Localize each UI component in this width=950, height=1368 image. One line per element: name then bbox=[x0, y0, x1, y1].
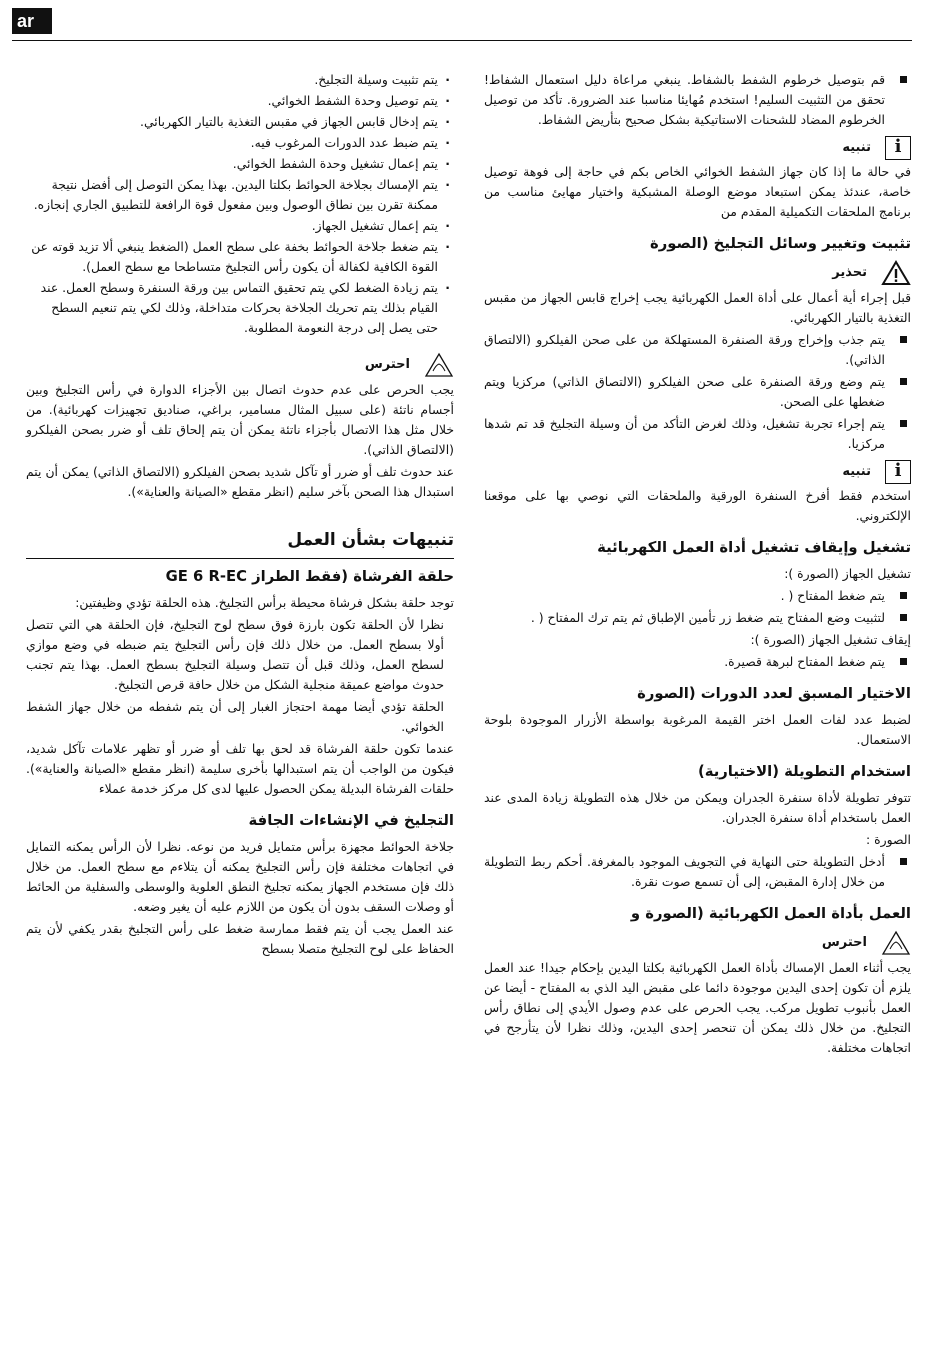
list-item: قم بتوصيل خرطوم الشفط بالشفاط. ينبغي مراعاة دليل استعمال الشفاط! تحقق من التثبيت السليم! استخدم مُهايئا مناسبا عند الضرورة. تأكد من توصيل الخرطوم المضاد للشحنات الاستاتيكية بشكل صحيح بتأريض الشفاط. bbox=[484, 70, 911, 130]
caution-header bbox=[484, 930, 911, 956]
section-heading-drywall: التجليخ في الإنشاءات الجافة bbox=[248, 812, 454, 829]
extension-figure-label: الصورة : bbox=[866, 832, 911, 847]
list-item: . يتم إعمال تشغيل وحدة الشفط الخوائي. bbox=[26, 154, 454, 174]
brush-replacement: عندما تكون حلقة الفرشاة قد لحق بها تلف أو ضرر أو تظهر علامات تآكل شديد، فيكون من الواجب أن يتم استبدالها بأخرى سليمة (انظر مقطع «الصيانة والعناية»). حلقات الفرشاة البديلة يمكن الحصول عليها لدى كل مركز خدمة عملاء bbox=[26, 741, 454, 796]
list-item: . يتم زيادة الضغط لكي يتم تحقيق التماس بين ورقة السنفرة وسطح العمل. عند القيام بذلك يتم تحريك الجلاخة بحركات متداخلة، وذلك لكي يتم تنعيم السطح حتى يصل إلى درجة النعومة المطلوبة. bbox=[26, 278, 454, 338]
brush-intro: توجد حلقة بشكل فرشاة محيطة برأس التجليخ. هذه الحلقة تؤدي وظيفتين: bbox=[75, 595, 454, 610]
caution-header bbox=[26, 352, 454, 378]
switch-on-label: تشغيل الجهاز (الصورة ): bbox=[784, 566, 911, 581]
caution-title: احترس bbox=[364, 357, 410, 372]
list-item: . يتم إدخال قابس الجهاز في مقبس التغذية بالتيار الكهربائي. bbox=[26, 112, 454, 132]
section-heading-work: العمل بأداة العمل الكهربائية (الصورة و bbox=[630, 905, 911, 922]
brush-function-1: نظرا لأن الحلقة تكون بارزة فوق سطح لوح التجليخ، فإن الحلقة هي التي تتصل أولا بسطح العمل. من خلال ذلك فإن رأس التجليخ يتم ضبطه في وضع موازي لسطح العمل، وذلك قبل أن تتصل وسيلة التجليخ بسطح العمل. بهذا يتم تجنب حدوث مواضع عميقة منجلية الشكل من خلال حافة قرص التجليخ. bbox=[26, 617, 444, 692]
list-item: يتم ضغط المفتاح ( . bbox=[484, 586, 911, 606]
list-item: يتم إجراء تجربة تشغيل، وذلك لغرض التأكد من أن وسيلة التجليخ قد تم شدها مركزيا. bbox=[484, 414, 911, 454]
caution-text: يجب الحرص على عدم حدوث اتصال بين الأجزاء الدوارة في رأس التجليخ وبين أجسام ناتئة (على سبيل المثال مسامير، براغي، صناديق تجهيزات كهربائية). من خلال مثل هذا الاتصال بأجزاء ناتئة يمكن أن يتم إلحاق تلف أو ضرر بصحن الفيلكرو (الالتصاق الذاتي). bbox=[26, 382, 454, 457]
extension-steps bbox=[484, 852, 911, 892]
brush-functions bbox=[26, 615, 454, 737]
drywall-text: عند العمل يجب أن يتم فقط ممارسة ضغط على رأس التجليخ بقدر يكفي لأن يتم الحفاظ على لوح التجليخ متصلا بسطح bbox=[26, 921, 454, 956]
info-icon: i bbox=[885, 460, 911, 484]
list-item: . يتم إعمال تشغيل الجهاز. bbox=[26, 216, 454, 236]
section-heading-speed: الاختيار المسبق لعدد الدورات (الصورة bbox=[637, 685, 911, 702]
hose-list bbox=[484, 70, 911, 130]
speed-text: لضبط عدد لفات العمل اختر القيمة المرغوبة بواسطة الأزرار الموجودة بلوحة الاستعمال. bbox=[484, 712, 911, 747]
switch-off-label: إيقاف تشغيل الجهاز (الصورة ): bbox=[750, 632, 911, 647]
warning-triangle-icon bbox=[881, 260, 911, 286]
note-text: في حالة ما إذا كان جهاز الشفط الخوائي الخاص بكم في حاجة إلى فوهة توصيل خاصة، عندئذ يمكن استبعاد موضع الوصلة المشبكية واختيار مهايئ مناسب من برنامج الملحقات التكميلية المقدم من bbox=[484, 164, 911, 219]
note-text: استخدم فقط أفرخ السنفرة الورقية والملحقات التي نوصي بها على موقعنا الإلكتروني. bbox=[484, 488, 911, 523]
note-header bbox=[484, 460, 911, 484]
caution-triangle-icon bbox=[881, 930, 911, 956]
info-icon: i bbox=[885, 136, 911, 160]
list-item: لتثبيت وضع المفتاح يتم ضغط زر تأمين الإطباق ثم يتم ترك المفتاح ( . bbox=[484, 608, 911, 628]
list-item: . يتم ضغط جلاخة الحوائط بخفة على سطح العمل (الضغط ينبغي ألا تزيد قوته عن القوة الكافية لكفالة أن يكون رأس التجليخ متساطحا مع سطح العمل). bbox=[26, 237, 454, 277]
list-item: . يتم تثبيت وسيلة التجليخ. bbox=[26, 70, 454, 90]
list-item: . يتم الإمساك بجلاخة الحوائط بكلتا اليدين. بهذا يمكن التوصل إلى أفضل نتيجة ممكنة تقرن بين نطاق الوصول وبين مفعول قوة الرافعة للتطبيق الجاري إنجازه. bbox=[26, 175, 454, 215]
left-column bbox=[26, 70, 454, 961]
list-item: يتم ضغط المفتاح لبرهة قصيرة. bbox=[484, 652, 911, 672]
switch-on-steps bbox=[484, 586, 911, 628]
warning-title: تحذير bbox=[832, 265, 867, 280]
section-heading-extension: استخدام التطويلة (الاختيارية) bbox=[698, 763, 911, 780]
section-heading-onoff: تشغيل وإيقاف تشغيل أداة العمل الكهربائية bbox=[597, 539, 911, 556]
list-item: أدخل التطويلة حتى النهاية في التجويف الموجود بالمغرفة. أحكم ربط التطويلة من خلال إدارة المقبض، إلى أن تسمع صوت نقرة. bbox=[484, 852, 911, 892]
list-item: يتم وضع ورقة الصنفرة على صحن الفيلكرو (الالتصاق الذاتي) مركزيا ويتم ضغطها على الصحن. bbox=[484, 372, 911, 412]
caution-title: احترس bbox=[821, 935, 867, 950]
list-item: . يتم ضبط عدد الدورات المرغوب فيه. bbox=[26, 133, 454, 153]
language-tag: ar bbox=[12, 8, 52, 34]
section-heading-tips: تنبيهات بشأن العمل bbox=[287, 530, 454, 550]
section-heading-brush-ring: حلقة الفرشاة (فقط الطراز GE 6 R-EC bbox=[165, 568, 454, 585]
drywall-text: جلاخة الحوائط مجهزة برأس متمايل فريد من نوعه. نظرا لأن الرأس يمكنه التمايل في اتجاهات مختلفة فإن رأس التجليخ يمكنه أن يتلاءم مع سطح العمل. من خلال ذلك فإن مستخدم الجهاز يمكنه تجليخ النطق العلوية والوسطى والسفلية من الحائط أو وصلات السقف بدون أن يكون من اللازم عليه أن يغير وضعه. bbox=[26, 839, 454, 914]
list-item: . يتم توصيل وحدة الشفط الخوائي. bbox=[26, 91, 454, 111]
header-rule bbox=[12, 40, 912, 41]
section-rule bbox=[26, 558, 454, 559]
note-header bbox=[484, 136, 911, 160]
warning-header bbox=[484, 260, 911, 286]
note-title: تنبيه bbox=[842, 140, 871, 155]
work-steps bbox=[26, 70, 454, 338]
warning-text: قبل إجراء أية أعمال على أداة العمل الكهربائية يجب إخراج قابس الجهاز من مقبس التغذية بالتيار الكهربائي. bbox=[484, 290, 911, 325]
caution-text: عند حدوث تلف أو ضرر أو تآكل شديد بصحن الفيلكرو (الالتصاق الذاتي) يمكن أن يتم استبدال هذا الصحن بآخر سليم (انظر مقطع «الصيانة والعناية»). bbox=[26, 464, 454, 499]
section-heading-attach: تثبيت وتغيير وسائل التجليخ (الصورة bbox=[650, 235, 911, 252]
note-title: تنبيه bbox=[842, 464, 871, 479]
extension-text: تتوفر تطويلة لأداة سنفرة الجدران ويمكن من خلال هذه التطويلة زيادة المدى عند العمل باستخدام أداة سنفرة الجدران. bbox=[484, 790, 911, 825]
caution-text: يجب أثناء العمل الإمساك بأداة العمل الكهربائية بكلتا اليدين بإحكام جيدا! عند العمل يلزم أن تكون إحدى اليدين موجودة دائما على مقبض اليد الذي به المفتاح - أيضا عن العمل بأنبوب تطويل مركب. يجب الحرص على عدم وصول الأيدي إلى نطاق رأس التجليخ. من خلال ذلك يمكن أن تنحصر إحدى اليدين، وذلك نظرا لأن يتأرجح في اتجاهات مختلفة. bbox=[484, 960, 911, 1055]
switch-off-steps bbox=[484, 652, 911, 672]
attach-steps bbox=[484, 330, 911, 454]
right-column bbox=[484, 70, 911, 1060]
list-item: يتم جذب وإخراج ورقة الصنفرة المستهلكة من على صحن الفيلكرو (الالتصاق الذاتي). bbox=[484, 330, 911, 370]
caution-triangle-icon bbox=[424, 352, 454, 378]
brush-function-2: الحلقة تؤدي أيضا مهمة احتجاز الغبار إلى أن يتم شفطه من خلال جهاز الشفط الخوائي. bbox=[26, 699, 444, 734]
